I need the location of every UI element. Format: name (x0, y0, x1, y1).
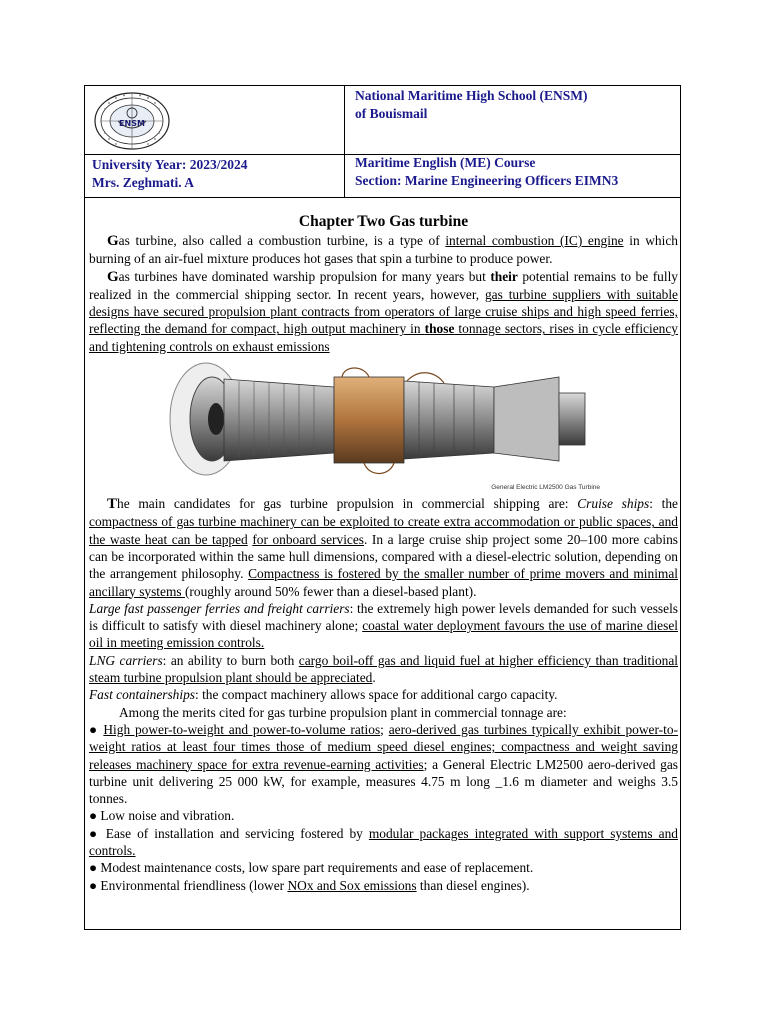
exhaust-section (494, 377, 559, 461)
text-span: than diesel engines). (416, 877, 530, 893)
paragraph-warship (89, 268, 678, 355)
bullet-power-ratio (89, 721, 678, 807)
school-line-2: of Bouismail (355, 106, 428, 121)
teacher-name: Mrs. Zeghmati. A (92, 175, 194, 190)
university-year: University Year: 2023/2024 (92, 157, 248, 172)
turbine-section (404, 381, 494, 459)
text-span: ; (380, 721, 389, 737)
underlined-text: High power-to-weight and power-to-volume ratios (103, 721, 381, 737)
underlined-text: coastal water deployment favours the use of marine diesel oil in meeting emission controls. (89, 618, 678, 651)
ensm-logo (93, 91, 171, 151)
bullet-low-noise: ● Low noise and vibration. (89, 808, 235, 824)
bullet-icon: ● (89, 721, 99, 737)
combustor-section (334, 377, 404, 463)
underlined-text: internal combustion (IC) engine (445, 233, 624, 248)
header-divider-2 (85, 197, 680, 198)
italic-text: Large fast passenger ferries and freight carriers (89, 600, 350, 616)
paragraph-ferries (89, 600, 678, 652)
underlined-text: for onboard services (252, 531, 365, 547)
paragraph-lng (89, 652, 678, 687)
underlined-text: modular packages integrated with support systems and controls. (89, 825, 678, 859)
text-span: potential remains to be fully realized in the commercial shipping sector. In recent years, however, (89, 268, 679, 302)
section-name: Section: Marine Engineering Officers EIMN3 (355, 173, 619, 188)
bullet-environment (89, 877, 678, 894)
text-span: : the extremely high power levels demanded for such vessels is difficult to satisfy with diesel machinery alone; (89, 600, 679, 634)
italic-text: LNG carriers (89, 652, 163, 668)
text-span: : the (649, 496, 678, 512)
figure-caption: General Electric LM2500 Gas Turbine (490, 484, 600, 492)
text-span: he main candidates for gas turbine propulsion in commercial shipping are: (117, 496, 578, 512)
dropcap: T (107, 496, 118, 513)
underlined-text: aero-derived gas turbines typically exhibit power-to-weight ratios at least four times those of medium speed diesel engines; compactness and weight saving releases machinery space for extra revenue-earning activities (89, 721, 678, 772)
text-span: . In a large cruise ship project some 20–100 more cabins can be incorporated within the same hull dimensions, compared with a diesel-electric solution, depending on the arrangement philosophy. (89, 531, 678, 582)
header-column-divider (344, 86, 345, 197)
underlined-text: NOx and Sox emissions (287, 877, 417, 893)
chapter-title: Chapter Two Gas turbine (298, 213, 469, 230)
underlined-text: cargo boil-off gas and liquid fuel at higher efficiency than traditional steam turbine propulsion plant should be appreciated (89, 652, 679, 686)
text-span: ● Environmental friendliness (lower (89, 877, 288, 893)
text-span: . (372, 670, 376, 686)
gas-turbine-figure (164, 357, 604, 493)
text-span: : the compact machinery allows space for additional cargo capacity. (195, 687, 558, 703)
paragraph-merits-intro: Among the merits cited for gas turbine propulsion plant in commercial tonnage are: (119, 704, 567, 720)
italic-text: Cruise ships (577, 496, 650, 512)
compressor-section (224, 379, 334, 461)
course-name: Maritime English (ME) Course (355, 155, 536, 170)
logo-text: ENSM (119, 119, 145, 128)
text-span: ; a General Electric LM2500 aero-derived gas turbine unit delivering 25 000 kW, for example, measures 4.75 m long _1.6 m diameter and weighs 3.5 tonnes. (89, 756, 678, 807)
text-span: as turbine, also called a combustion turbine, is a type of (118, 233, 446, 248)
paragraph-intro (89, 232, 678, 268)
course-block (355, 154, 618, 190)
text-span: ● Ease of installation and servicing fostered by (89, 825, 369, 841)
text-span: : an ability to burn both (162, 652, 299, 668)
text-span: (roughly around 50% fewer than a diesel-based plant). (184, 583, 477, 599)
course-sheet (84, 85, 681, 930)
school-line-1: National Maritime High School (ENSM) (355, 88, 588, 103)
text-span: in which burning of an air-fuel mixture produces hot gases that spin a turbine to produce power. (89, 233, 678, 267)
paragraph-candidates (89, 495, 678, 600)
italic-text: Fast containerships (89, 687, 196, 703)
text-span: as turbines have dominated warship propulsion for many years but (118, 268, 491, 284)
school-name (355, 87, 588, 123)
bold-text: their (490, 268, 518, 284)
underlined-text: gas turbine suppliers with suitable designs have secured propulsion plant contracts from operators of large cruise ships and high speed ferries, reflecting the demand for compact, high output machinery in (89, 286, 678, 337)
underlined-text: compactness of gas turbine machinery can be exploited to create extra accommodation or public spaces, and the waste heat can be tapped (89, 514, 678, 547)
bold-text: those (424, 321, 455, 337)
bullet-installation (89, 825, 678, 860)
bullet-maintenance: ● Modest maintenance costs, low spare part requirements and ease of replacement. (89, 860, 534, 876)
chapter-body (89, 212, 678, 894)
power-shaft (559, 393, 585, 445)
year-teacher-block (92, 156, 247, 192)
dropcap: G (107, 268, 119, 285)
paragraph-containerships (89, 686, 678, 703)
dropcap: G (107, 233, 119, 249)
underlined-text: tonnage sectors, rises in cycle efficiency and tightening controls on exhaust emissions (89, 321, 678, 354)
underlined-text: Compactness is fostered by the smaller number of prime movers and minimal ancillary systems (89, 566, 678, 599)
